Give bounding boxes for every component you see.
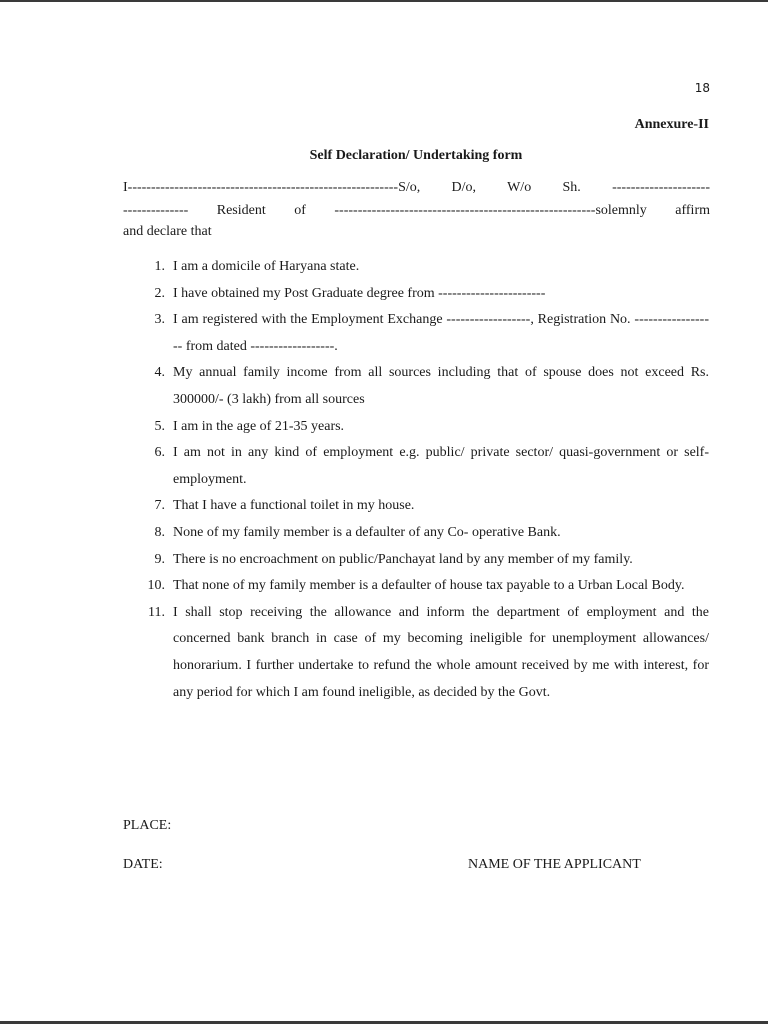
form-title: Self Declaration/ Undertaking form (309, 148, 523, 163)
item-number: 5. (154, 418, 165, 434)
applicant-name-label: NAME OF THE APPLICANT (468, 857, 641, 872)
item-number: 4. (154, 365, 165, 381)
declaration-line-3: and declare that (123, 224, 212, 239)
list-item (143, 254, 709, 281)
item-text: That I have a functional toilet in my house. (173, 498, 415, 514)
item-number: 11. (148, 604, 165, 620)
item-text: I am registered with the Employment Exchange ------------------, Registration No. ------------------ from dated ------------------. (173, 312, 709, 354)
item-text: I shall stop receiving the allowance and inform the department of employment and the concerned bank branch in case of my becoming ineligible for unemployment allowances/ honorarium. I further undertake to refund the whole amount received by me with interest, for any period for which I am found ineligible, as decided by the Govt. (173, 604, 709, 700)
top-border (0, 0, 768, 2)
date-label: DATE: (123, 857, 163, 872)
declaration-line-2: -------------- Resident of --------------------------------------------------------solemnly affirm (123, 203, 710, 218)
list-item (143, 414, 709, 441)
item-text: I am a domicile of Haryana state. (173, 259, 360, 274)
list-item (143, 360, 709, 413)
list-item (143, 307, 709, 360)
list-item (143, 547, 709, 574)
item-number: 2. (154, 285, 165, 301)
list-item (143, 573, 709, 600)
list-item (143, 440, 709, 493)
item-number: 3. (154, 312, 165, 328)
item-text: That none of my family member is a defaulter of house tax payable to a Urban Local Body. (173, 578, 685, 594)
declaration-items-list (143, 254, 709, 706)
item-number: 1. (154, 259, 165, 274)
item-text: I am in the age of 21-35 years. (173, 418, 345, 434)
item-text: I am not in any kind of employment e.g. public/ private sector/ quasi-government or self- employment. (173, 445, 709, 487)
list-item (143, 520, 709, 547)
item-text: My annual family income from all sources including that of spouse does not exceed Rs. 300000/- (3 lakh) from all sources (173, 365, 709, 407)
page-number: 18 (694, 81, 710, 95)
declaration-line-1: I----------------------------------------------------------S/o, D/o, W/o Sh. --------------------- (123, 180, 710, 195)
item-text: There is no encroachment on public/Panchayat land by any member of my family. (173, 551, 633, 567)
item-text: I have obtained my Post Graduate degree from ----------------------- (173, 285, 546, 301)
annexure-label: Annexure-II (634, 117, 709, 132)
list-item (143, 281, 709, 308)
item-number: 9. (154, 551, 165, 567)
item-number: 8. (154, 524, 165, 540)
item-number: 10. (147, 578, 165, 594)
list-item (143, 493, 709, 520)
item-number: 6. (154, 445, 165, 461)
place-label: PLACE: (123, 818, 172, 833)
item-text: None of my family member is a defaulter of any Co- operative Bank. (173, 524, 561, 540)
item-number: 7. (154, 498, 165, 514)
list-item (143, 600, 709, 706)
